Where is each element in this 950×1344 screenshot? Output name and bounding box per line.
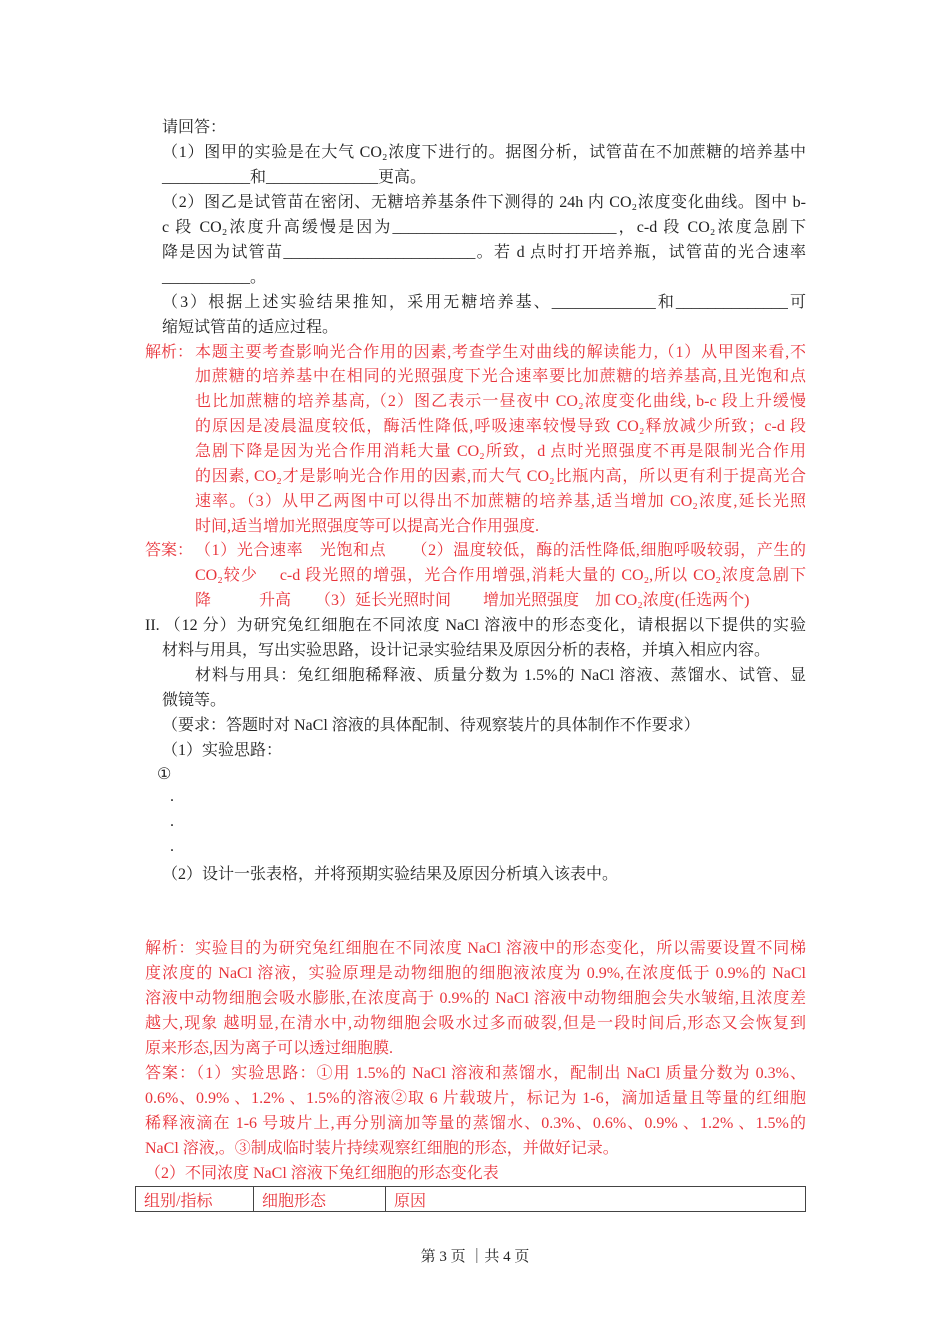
answer-line: 稀释液滴在 1-6 号玻片上,再分别滴加等量的蒸馏水、0.3%、0.6%、0.9% 、1.2% 、1.5%的: [145, 1115, 806, 1132]
question-3-line: 缩短试管苗的适应过程。: [162, 319, 339, 336]
analysis-line: 时间,适当增加光照强度等可以提高光合作用强度.: [195, 518, 540, 535]
dot: .: [170, 838, 174, 855]
answer-label: 答案：: [145, 542, 194, 559]
sub-question-2: （2）设计一张表格，并将预期实验结果及原因分析填入该表中。: [162, 866, 619, 883]
requirement-line: （要求：答题时对 NaCl 溶液的具体配制、待观察装片的具体制作不作要求）: [162, 717, 700, 734]
answer-line: 0.6%、0.9% 、1.2% 、1.5%的溶液②取 6 片载玻片，标记为 1-6，滴加适量且等量的红细胞: [145, 1090, 806, 1107]
analysis-line: 解析：实验目的为研究兔红细胞在不同浓度 NaCl 溶液中的形态变化，所以需要设置不同梯: [145, 940, 806, 957]
analysis-line: 急剧下降是因为光合作用消耗大量 CO₂所致，d 点时光照强度不再是限制光合作用: [195, 443, 806, 460]
question-2-line: c 段 CO₂浓度升高缓慢是因为____________________________，c-d 段 CO₂浓度急剧下: [162, 219, 806, 236]
answer-line: （1）光合速率 光饱和点 （2）温度较低，酶的活性降低,细胞呼吸较弱，产生的: [195, 542, 806, 559]
materials-line: 材料与用具：兔红细胞稀释液、质量分数为 1.5%的 NaCl 溶液、蒸馏水、试管、显: [195, 667, 806, 684]
question-3: （3）根据上述实验结果推知，采用无糖培养基、_____________和______________可: [162, 294, 806, 311]
header-reason: 原因: [386, 1187, 806, 1212]
analysis-line: 速率。（3）从甲乙两图中可以得出不加蔗糖的培养基,适当增加 CO₂浓度,延长光照: [195, 493, 806, 510]
materials-line: 微镜等。: [162, 692, 227, 709]
analysis-line: 度浓度的 NaCl 溶液，实验原理是动物细胞的细胞液浓度为 0.9%,在浓度低于 0.9%的 NaCl: [145, 965, 806, 982]
sub-question-1: （1）实验思路：: [162, 742, 283, 759]
analysis-line: 越大,现象 越明显,在清水中,动物细胞会吸水过多而破裂,但是一段时间后,形态又会恢复到: [145, 1015, 806, 1032]
table-caption: （2）不同浓度 NaCl 溶液下兔红细胞的形态变化表: [145, 1165, 499, 1182]
question-2-blank: ___________。: [162, 269, 267, 286]
question-2: （2）图乙是试管苗在密闭、无糖培养基条件下测得的 24h 内 CO₂浓度变化曲线。图中 b-: [162, 194, 806, 211]
analysis-line: 加蔗糖的培养基中在相同的光照强度下光合速率要比加蔗糖的培养基高,且光饱和点: [195, 368, 806, 385]
prompt-line: 请回答：: [162, 119, 227, 136]
analysis-line: 的因素, CO₂才是影响光合作用的因素,而大气 CO₂比瓶内高，所以更有利于提高光合: [195, 468, 806, 485]
step-marker: ①: [157, 766, 172, 783]
dot: .: [170, 813, 174, 830]
analysis-line: 原来形态,因为离子可以透过细胞膜.: [145, 1040, 394, 1057]
analysis-line: 也比加蔗糖的培养基高,（2）图乙表示一昼夜中 CO₂浓度变化曲线, b-c 段上升缓慢: [195, 393, 806, 410]
answer-line: NaCl 溶液,。③制成临时装片持续观察红细胞的形态，并做好记录。: [145, 1140, 619, 1157]
answer-line: CO₂较少 c-d 段光照的增强，光合作用增强,消耗大量的 CO₂,所以 CO₂浓度急剧下: [195, 567, 806, 584]
question-1-blanks: ___________和______________更高。: [162, 169, 427, 186]
part-2-line: 材料与用具，写出实验思路，设计记录实验结果及原因分析的表格，并填入相应内容。: [162, 642, 771, 659]
analysis-line: 溶液中动物细胞会吸水膨胀,在浓度高于 0.9%的 NaCl 溶液中动物细胞会失水皱缩,且浓度差: [145, 990, 806, 1007]
question-2-line: 降是因为试管苗________________________。若 d 点时打开培养瓶，试管苗的光合速率: [162, 244, 806, 261]
analysis-line: 的原因是凌晨温度较低，酶活性降低,呼吸速率较慢导致 CO₂释放减少所致；c-d 段: [195, 418, 806, 435]
answer-line: 答案：（1）实验思路：①用 1.5%的 NaCl 溶液和蒸馏水，配制出 NaCl 质量分数为 0.3%、: [145, 1065, 806, 1082]
question-1: （1）图甲的实验是在大气 CO₂浓度下进行的。据图分析，试管苗在不加蔗糖的培养基中: [162, 144, 806, 161]
header-cell-shape: 细胞形态: [254, 1187, 386, 1212]
part-2-title: II. （12 分）为研究兔红细胞在不同浓度 NaCl 溶液中的形态变化，请根据以下提供的实验: [145, 617, 806, 634]
dot: .: [170, 788, 174, 805]
page-footer: 第 3 页 ｜共 4 页: [420, 1249, 530, 1265]
analysis-line: 本题主要考查影响光合作用的因素,考查学生对曲线的解读能力,（1）从甲图来看,不: [195, 344, 806, 361]
header-group: 组别/指标: [136, 1187, 254, 1212]
table-header-row: [136, 1187, 806, 1212]
answer-line: 降 升高 （3）延长光照时间 增加光照强度 加 CO₂浓度(任选两个): [195, 592, 750, 609]
analysis-label: 解析：: [145, 344, 194, 361]
result-table: [135, 1186, 806, 1212]
